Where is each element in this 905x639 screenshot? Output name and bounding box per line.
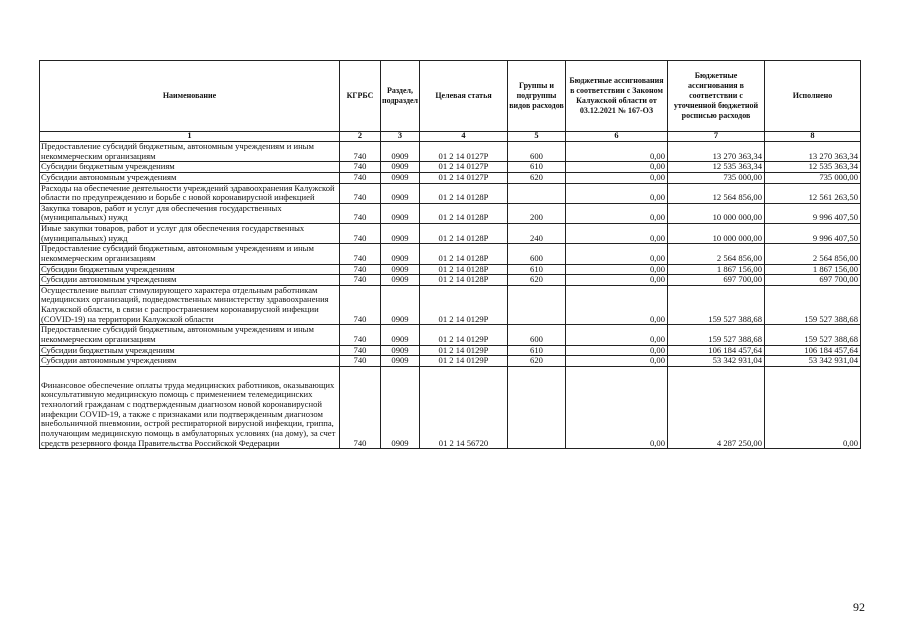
- cell-group: 620: [508, 275, 566, 286]
- header-target: Целевая статья: [420, 61, 508, 132]
- column-number: 4: [420, 132, 508, 142]
- cell-refined: 4 287 250,00: [668, 366, 765, 448]
- cell-refined: 697 700,00: [668, 275, 765, 286]
- cell-executed: 13 270 363,34: [765, 142, 861, 162]
- cell-executed: 697 700,00: [765, 275, 861, 286]
- cell-group: 200: [508, 203, 566, 223]
- cell-refined: 10 000 000,00: [668, 203, 765, 223]
- cell-kgrbs: 740: [340, 183, 381, 203]
- cell-kgrbs: 740: [340, 356, 381, 367]
- budget-table: [39, 60, 861, 449]
- cell-executed: 106 184 457,64: [765, 345, 861, 356]
- cell-target: 01 2 14 0128P: [420, 275, 508, 286]
- cell-name: Субсидии автономным учреждениям: [40, 275, 340, 286]
- cell-section: 0909: [381, 172, 420, 183]
- cell-kgrbs: 740: [340, 162, 381, 173]
- column-number-row: [40, 132, 861, 142]
- header-kgrbs: КГРБС: [340, 61, 381, 132]
- cell-name: Осуществление выплат стимулирующего характера отдельным работникам медицинских организаций, подведомственных министерству здравоохранения Калужской области, в связи с распространением коронавирусной инфекции (COVID-19) на территории Калужской области: [40, 285, 340, 325]
- cell-kgrbs: 740: [340, 203, 381, 223]
- column-number: 7: [668, 132, 765, 142]
- cell-kgrbs: 740: [340, 285, 381, 325]
- cell-target: 01 2 14 0128P: [420, 183, 508, 203]
- table-row: [40, 142, 861, 162]
- cell-kgrbs: 740: [340, 224, 381, 244]
- cell-group: 240: [508, 224, 566, 244]
- cell-kgrbs: 740: [340, 264, 381, 275]
- cell-refined: 2 564 856,00: [668, 244, 765, 264]
- cell-section: 0909: [381, 275, 420, 286]
- cell-name: Предоставление субсидий бюджетным, автономным учреждениям и иным некоммерческим организациям: [40, 142, 340, 162]
- cell-executed: 1 867 156,00: [765, 264, 861, 275]
- column-number: 6: [566, 132, 668, 142]
- cell-name: Предоставление субсидий бюджетным, автономным учреждениям и иным некоммерческим организациям: [40, 244, 340, 264]
- cell-law: 0,00: [566, 203, 668, 223]
- cell-section: 0909: [381, 142, 420, 162]
- column-number: 5: [508, 132, 566, 142]
- cell-name: Субсидии бюджетным учреждениям: [40, 162, 340, 173]
- cell-law: 0,00: [566, 285, 668, 325]
- cell-law: 0,00: [566, 345, 668, 356]
- cell-executed: 735 000,00: [765, 172, 861, 183]
- column-number: 2: [340, 132, 381, 142]
- table-row: [40, 264, 861, 275]
- cell-group: [508, 366, 566, 448]
- table-row: [40, 285, 861, 325]
- header-groups: Группы и подгруппы видов расходов: [508, 61, 566, 132]
- cell-target: 01 2 14 0128P: [420, 224, 508, 244]
- cell-name: Субсидии автономным учреждениям: [40, 172, 340, 183]
- cell-refined: 10 000 000,00: [668, 224, 765, 244]
- cell-refined: 106 184 457,64: [668, 345, 765, 356]
- cell-refined: 12 564 856,00: [668, 183, 765, 203]
- cell-executed: 9 996 407,50: [765, 203, 861, 223]
- header-executed: Исполнено: [765, 61, 861, 132]
- cell-refined: 159 527 388,68: [668, 285, 765, 325]
- cell-refined: 13 270 363,34: [668, 142, 765, 162]
- cell-group: 600: [508, 142, 566, 162]
- cell-target: 01 2 14 0128P: [420, 203, 508, 223]
- cell-target: 01 2 14 0127P: [420, 162, 508, 173]
- table-row: [40, 275, 861, 286]
- cell-name: Субсидии бюджетным учреждениям: [40, 264, 340, 275]
- cell-group: [508, 285, 566, 325]
- header-section: Раздел, подраздел: [381, 61, 420, 132]
- table-row: [40, 172, 861, 183]
- cell-target: 01 2 14 0127P: [420, 142, 508, 162]
- cell-law: 0,00: [566, 356, 668, 367]
- cell-refined: 12 535 363,34: [668, 162, 765, 173]
- header-law: Бюджетные ассигнования в соответствии с Законом Калужской области от 03.12.2021 № 167-ОЗ: [566, 61, 668, 132]
- cell-name: Предоставление субсидий бюджетным, автономным учреждениям и иным некоммерческим организациям: [40, 325, 340, 345]
- cell-law: 0,00: [566, 183, 668, 203]
- table-row: [40, 325, 861, 345]
- table-row: [40, 183, 861, 203]
- cell-executed: 53 342 931,04: [765, 356, 861, 367]
- cell-kgrbs: 740: [340, 325, 381, 345]
- table-row: [40, 244, 861, 264]
- cell-executed: 2 564 856,00: [765, 244, 861, 264]
- table-row: [40, 224, 861, 244]
- cell-kgrbs: 740: [340, 244, 381, 264]
- cell-law: 0,00: [566, 244, 668, 264]
- cell-section: 0909: [381, 264, 420, 275]
- cell-section: 0909: [381, 345, 420, 356]
- cell-name: Субсидии бюджетным учреждениям: [40, 345, 340, 356]
- cell-section: 0909: [381, 183, 420, 203]
- cell-section: 0909: [381, 366, 420, 448]
- cell-refined: 159 527 388,68: [668, 325, 765, 345]
- column-number: 3: [381, 132, 420, 142]
- cell-kgrbs: 740: [340, 172, 381, 183]
- column-number: 8: [765, 132, 861, 142]
- cell-target: 01 2 14 56720: [420, 366, 508, 448]
- cell-name: Финансовое обеспечение оплаты труда медицинских работников, оказывающих консультативную медицинскую помощь с применением телемедицинских технологий гражданам с подтвержденным диагнозом новой коронавирусной инфекции COVID-19, а также с признаками или подтвержденным диагнозом внебольничной пневмонии, острой респираторной вирусной инфекции, гриппа, получающим медицинскую помощь в амбулаторных условиях (на дому), за счет средств резервного фонда Правительства Российской Федерации: [40, 366, 340, 448]
- cell-target: 01 2 14 0128P: [420, 264, 508, 275]
- cell-group: 600: [508, 325, 566, 345]
- table-row: [40, 162, 861, 173]
- header-row: [40, 61, 861, 132]
- cell-executed: 159 527 388,68: [765, 285, 861, 325]
- cell-kgrbs: 740: [340, 275, 381, 286]
- cell-executed: 0,00: [765, 366, 861, 448]
- table-row: [40, 203, 861, 223]
- table-row: [40, 345, 861, 356]
- cell-group: 610: [508, 162, 566, 173]
- cell-section: 0909: [381, 224, 420, 244]
- cell-group: [508, 183, 566, 203]
- cell-section: 0909: [381, 285, 420, 325]
- cell-group: 620: [508, 356, 566, 367]
- cell-law: 0,00: [566, 172, 668, 183]
- cell-kgrbs: 740: [340, 345, 381, 356]
- page-number: 92: [853, 600, 865, 614]
- cell-target: 01 2 14 0129P: [420, 345, 508, 356]
- cell-name: Иные закупки товаров, работ и услуг для обеспечения государственных (муниципальных) нужд: [40, 224, 340, 244]
- cell-law: 0,00: [566, 162, 668, 173]
- cell-target: 01 2 14 0127P: [420, 172, 508, 183]
- cell-section: 0909: [381, 244, 420, 264]
- cell-name: Субсидии автономным учреждениям: [40, 356, 340, 367]
- cell-refined: 735 000,00: [668, 172, 765, 183]
- cell-law: 0,00: [566, 264, 668, 275]
- cell-target: 01 2 14 0129P: [420, 325, 508, 345]
- cell-law: 0,00: [566, 142, 668, 162]
- cell-section: 0909: [381, 325, 420, 345]
- cell-target: 01 2 14 0128P: [420, 244, 508, 264]
- cell-group: 620: [508, 172, 566, 183]
- cell-executed: 12 561 263,50: [765, 183, 861, 203]
- cell-kgrbs: 740: [340, 366, 381, 448]
- cell-group: 610: [508, 264, 566, 275]
- cell-kgrbs: 740: [340, 142, 381, 162]
- cell-executed: 159 527 388,68: [765, 325, 861, 345]
- column-number: 1: [40, 132, 340, 142]
- cell-section: 0909: [381, 162, 420, 173]
- cell-name: Закупка товаров, работ и услуг для обеспечения государственных (муниципальных) нужд: [40, 203, 340, 223]
- cell-group: 600: [508, 244, 566, 264]
- cell-law: 0,00: [566, 366, 668, 448]
- cell-group: 610: [508, 345, 566, 356]
- cell-section: 0909: [381, 356, 420, 367]
- header-name: Наименование: [40, 61, 340, 132]
- table-row: [40, 356, 861, 367]
- cell-law: 0,00: [566, 325, 668, 345]
- cell-refined: 1 867 156,00: [668, 264, 765, 275]
- cell-law: 0,00: [566, 224, 668, 244]
- cell-law: 0,00: [566, 275, 668, 286]
- header-refined: Бюджетные ассигнования в соответствии с уточненной бюджетной росписью расходов: [668, 61, 765, 132]
- cell-executed: 12 535 363,34: [765, 162, 861, 173]
- cell-section: 0909: [381, 203, 420, 223]
- cell-target: 01 2 14 0129P: [420, 356, 508, 367]
- cell-executed: 9 996 407,50: [765, 224, 861, 244]
- cell-target: 01 2 14 0129P: [420, 285, 508, 325]
- cell-refined: 53 342 931,04: [668, 356, 765, 367]
- cell-name: Расходы на обеспечение деятельности учреждений здравоохранения Калужской области по предупреждению и борьбе с новой коронавирусной инфекцией: [40, 183, 340, 203]
- table-row: [40, 366, 861, 448]
